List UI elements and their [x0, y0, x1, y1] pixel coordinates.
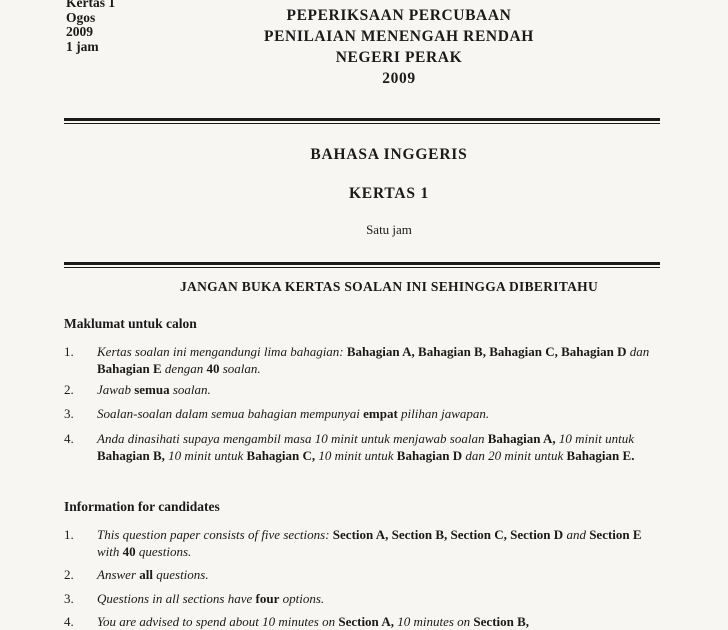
- english-instruction-item: [64, 526, 664, 560]
- italic-text-run: with: [97, 544, 123, 559]
- item-text: [97, 526, 664, 560]
- item-number: 3.: [64, 406, 74, 421]
- item-number: 1.: [64, 527, 74, 542]
- malay-instruction-item: [64, 405, 664, 422]
- bold-text-run: Section A,: [338, 614, 394, 629]
- italic-text-run: 10 minit untuk: [315, 448, 397, 463]
- english-instructions-heading: Information for candidates: [64, 499, 220, 514]
- item-text: [97, 430, 664, 464]
- exam-title-line-3: NEGERI PERAK: [335, 49, 463, 66]
- item-number: 2.: [64, 382, 74, 397]
- subject-title: BAHASA INGGERIS: [310, 146, 468, 163]
- bold-text-run: Bahagian B,: [97, 448, 165, 463]
- bold-text-run: Bahagian E.: [566, 448, 635, 463]
- italic-text-run: soalan.: [219, 361, 261, 376]
- italic-text-run: 10 minit untuk: [555, 431, 634, 446]
- italic-text-run: and: [563, 527, 590, 542]
- item-number: 2.: [64, 567, 74, 582]
- italic-text-run: 10 minutes on: [393, 614, 474, 629]
- bold-text-run: Bahagian D: [396, 448, 463, 463]
- bold-text-run: Section A, Section B, Section C, Section D: [332, 527, 564, 542]
- english-instruction-item: [64, 566, 664, 583]
- exam-month: Ogos: [66, 9, 96, 25]
- malay-instruction-item: [64, 381, 664, 398]
- malay-instruction-item: [64, 430, 664, 464]
- italic-text-run: Jawab: [97, 382, 135, 397]
- bold-text-run: semua: [134, 382, 170, 397]
- item-number: 4.: [64, 614, 74, 629]
- italic-text-run: dengan: [161, 361, 207, 376]
- item-number: 1.: [64, 344, 74, 359]
- italic-text-run: soalan.: [169, 382, 211, 397]
- do-not-open-warning: JANGAN BUKA KERTAS SOALAN INI SEHINGGA DIBERITAHU: [179, 279, 599, 294]
- bold-text-run: 40: [122, 544, 136, 559]
- title-divider: [64, 262, 660, 268]
- header-divider: [64, 118, 660, 124]
- bold-text-run: Section B,: [473, 614, 530, 629]
- english-instruction-item: [64, 590, 664, 607]
- item-text: [97, 566, 664, 583]
- exam-title-line-2: PENILAIAN MENENGAH RENDAH: [264, 28, 534, 45]
- exam-header: [0, 5, 728, 89]
- bold-text-run: Bahagian C,: [246, 448, 316, 463]
- paper-code: Kertas 1: [66, 0, 116, 10]
- bold-text-run: Bahagian A, Bahagian B, Bahagian C,: [346, 344, 558, 359]
- italic-text-run: Kertas soalan ini mengandungi lima bahagian:: [97, 344, 347, 359]
- item-text: [97, 381, 664, 398]
- item-number: 3.: [64, 591, 74, 606]
- italic-text-run: Anda dinasihati supaya mengambil masa 10 minit untuk menjawab soalan: [97, 431, 488, 446]
- exam-title-year: 2009: [382, 70, 416, 87]
- bold-text-run: empat: [363, 406, 398, 421]
- italic-text-run: Soalan-soalan dalam semua bahagian mempunyai: [97, 406, 364, 421]
- item-text: [97, 613, 664, 630]
- item-text: [97, 405, 664, 422]
- italic-text-run: Questions in all sections have: [97, 591, 256, 606]
- bold-text-run: all: [139, 567, 153, 582]
- italic-text-run: dan 20 minit untuk: [462, 448, 567, 463]
- english-instruction-item: [64, 613, 664, 630]
- bold-text-run: Bahagian D: [561, 344, 627, 359]
- exam-duration-short: 1 jam: [66, 38, 99, 54]
- bold-text-run: four: [255, 591, 280, 606]
- italic-text-run: questions.: [152, 567, 209, 582]
- bold-text-run: Bahagian A,: [487, 431, 556, 446]
- item-text: [97, 343, 664, 377]
- italic-text-run: Answer: [97, 567, 140, 582]
- item-text: [97, 590, 664, 607]
- italic-text-run: dan: [626, 344, 650, 359]
- bold-text-run: Section E: [589, 527, 642, 542]
- italic-text-run: You are advised to spend about 10 minutes on: [97, 614, 339, 629]
- paper-duration: Satu jam: [366, 222, 412, 237]
- italic-text-run: pilihan jawapan.: [397, 406, 490, 421]
- italic-text-run: questions.: [135, 544, 192, 559]
- bold-text-run: 40: [206, 361, 220, 376]
- italic-text-run: 10 minit untuk: [164, 448, 247, 463]
- exam-title-line-1: PEPERIKSAAN PERCUBAAN: [286, 7, 512, 24]
- item-number: 4.: [64, 431, 74, 446]
- bold-text-run: Bahagian E: [97, 361, 162, 376]
- italic-text-run: options.: [279, 591, 325, 606]
- paper-title: KERTAS 1: [348, 185, 430, 202]
- malay-instruction-item: [64, 343, 664, 377]
- exam-year: 2009: [66, 24, 93, 39]
- malay-instructions-heading: Maklumat untuk calon: [64, 316, 197, 331]
- italic-text-run: This question paper consists of five sections:: [97, 527, 333, 542]
